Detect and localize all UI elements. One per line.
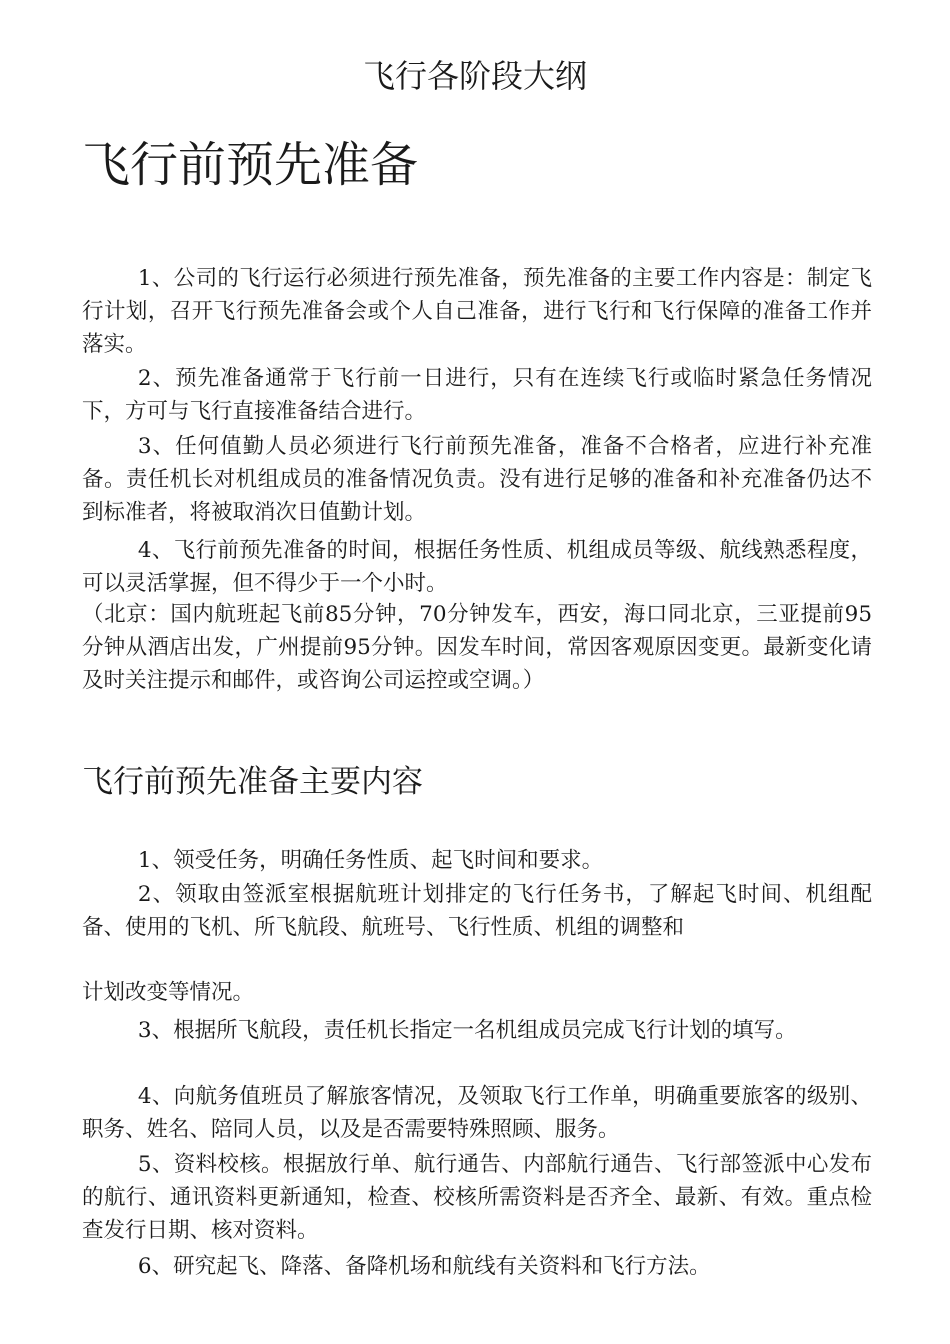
paragraph-3: 3、任何值勤人员必须进行飞行前预先准备，准备不合格者，应进行补充准备。责任机长对机组成员的准备情况负责。没有进行足够的准备和补充准备仍达不到标准者，将被取消次日值勤计划。 — [82, 434, 872, 525]
content-item-4: 4、向航务值班员了解旅客情况，及领取飞行工作单，明确重要旅客的级别、职务、姓名、陪同人员，以及是否需要特殊照顾、服务。 — [82, 1084, 872, 1142]
content-item-3: 3、根据所飞航段，责任机长指定一名机组成员完成飞行计划的填写。 — [137, 1018, 797, 1043]
paragraph-2: 2、预先准备通常于飞行前一日进行，只有在连续飞行或临时紧急任务情况下，方可与飞行直接准备结合进行。 — [82, 366, 872, 424]
content-item-2-continued: 计划改变等情况。 — [82, 980, 255, 1005]
content-item-6: 6、研究起飞、降落、备降机场和航线有关资料和飞行方法。 — [137, 1254, 711, 1279]
content-item-5: 5、资料校核。根据放行单、航行通告、内部航行通告、飞行部签派中心发布的航行、通讯资料更新通知，检查、校核所需资料是否齐全、最新、有效。重点检查发行日期、核对资料。 — [82, 1152, 872, 1243]
content-item-2: 2、领取由签派室根据航班计划排定的飞行任务书，了解起飞时间、机组配备、使用的飞机、所飞航段、航班号、飞行性质、机组的调整和 — [82, 882, 872, 940]
departure-time-note: （北京：国内航班起飞前85分钟，70分钟发车，西安，海口同北京，三亚提前95分钟从酒店出发，广州提前95分钟。因发车时间，常因客观原因变更。最新变化请及时关注提示和邮件，或咨询公司运控或空调。） — [82, 602, 872, 693]
section-heading-pre-flight-preparation: 飞行前预先准备 — [82, 137, 419, 193]
section-heading-main-content: 飞行前预先准备主要内容 — [82, 764, 423, 800]
paragraph-1: 1、公司的飞行运行必须进行预先准备，预先准备的主要工作内容是：制定飞行计划，召开飞行预先准备会或个人自己准备，进行飞行和飞行保障的准备工作并落实。 — [82, 266, 872, 357]
paragraph-4: 4、飞行前预先准备的时间，根据任务性质、机组成员等级、航线熟悉程度，可以灵活掌握，但不得少于一个小时。 — [82, 538, 872, 596]
document-title: 飞行各阶段大纲 — [362, 57, 587, 95]
content-item-1: 1、领受任务，明确任务性质、起飞时间和要求。 — [137, 848, 604, 873]
